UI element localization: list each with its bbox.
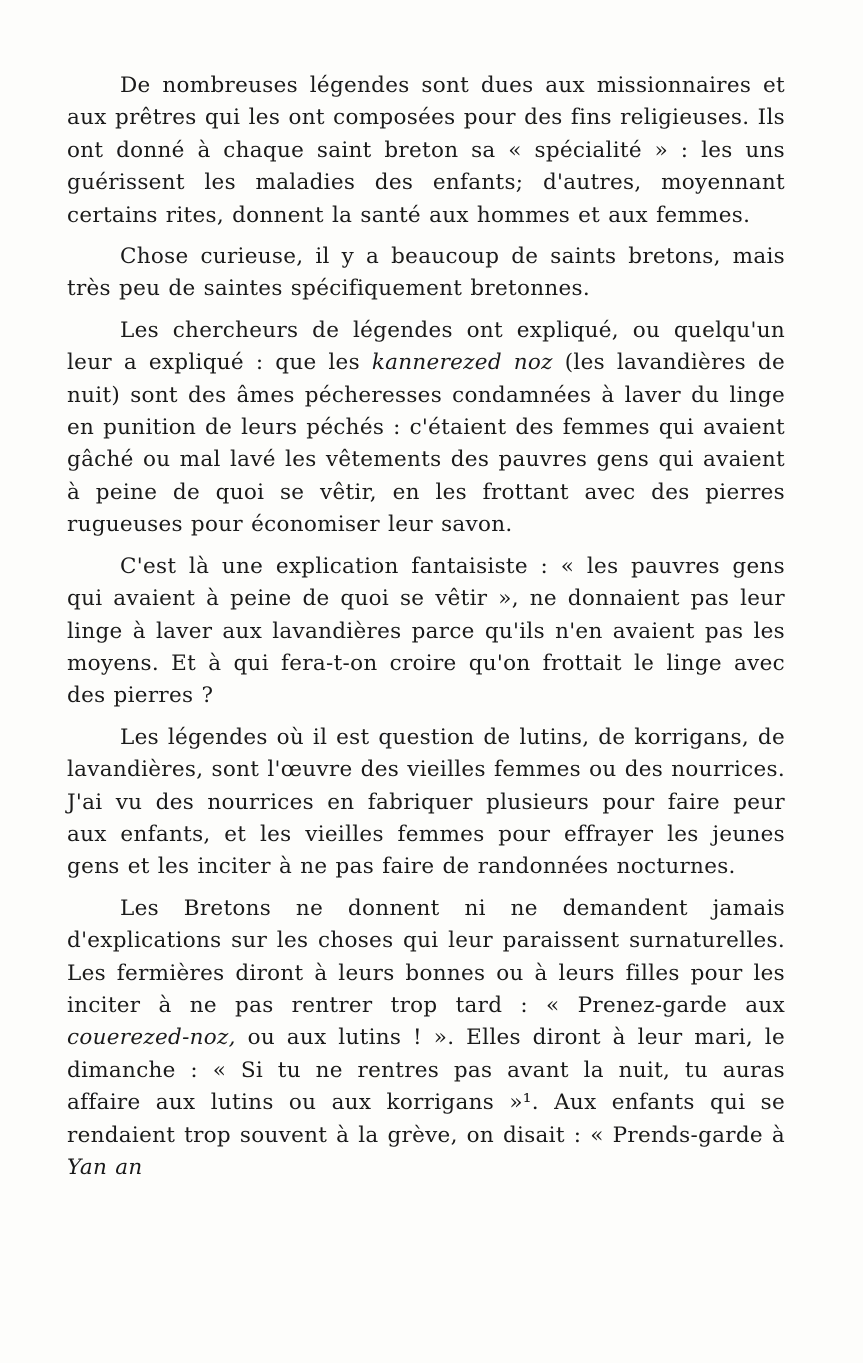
paragraph-3-breton-term: kannerezed noz <box>371 350 553 376</box>
paragraph-2 <box>67 241 785 306</box>
paragraph-4-text: C'est là une explication fantaisiste : « les pauvres gens qui avaient à peine de quoi se vêtir », ne donnaient pas leur linge à laver aux lavandières parce qu'ils n'en avaient pas les moyens. Et à qui fera-t-on croire qu'on frottait le linge avec des pierres ? <box>67 553 785 709</box>
page-text <box>67 70 785 1193</box>
paragraph-1-text: De nombreuses légendes sont dues aux missionnaires et aux prêtres qui les ont composées pour des fins religieuses. Ils ont donné à chaque saint breton sa « spécialité » : les uns guérissent les maladies des enfants; d'autres, moyennant certains rites, donnent la santé aux hommes et aux femmes. <box>67 73 785 228</box>
paragraph-3-text-b: (les lavandières de nuit) sont des âmes pécheresses condamnées à laver du linge en punition de leurs péchés : c'étaient des femmes qui avaient gâché ou mal lavé les vêtements des pauvres gens qui avaient à peine de quoi se vêtir, en les frottant avec des pierres rugueuses pour économiser leur savon. <box>67 350 785 538</box>
paragraph-4 <box>67 551 785 713</box>
paragraph-2-text: Chose curieuse, il y a beaucoup de saints bretons, mais très peu de saintes spécifiquement bretonnes. <box>67 244 785 302</box>
paragraph-6-text-a: Les Bretons ne donnent ni ne demandent jamais d'explications sur les choses qui leur paraissent surnaturelles. Les fermières diront à leurs bonnes ou à leurs filles pour les inciter à ne pas rentrer trop tard : « Prenez-garde aux <box>67 895 785 1018</box>
paragraph-6-name: Yan an <box>67 1155 143 1180</box>
paragraph-1 <box>67 70 785 232</box>
paragraph-6-breton-term: couerezed-noz, <box>67 1025 236 1051</box>
paragraph-3 <box>67 315 785 542</box>
paragraph-6-text-b: ou aux lutins ! ». Elles diront à leur mari, le dimanche : « Si tu ne rentres pas avant la nuit, tu auras affaire aux lutins ou aux korrigans »¹. Aux enfants qui se rendaient trop souvent à la grève, on disait : « Prends-garde à <box>67 1025 785 1148</box>
paragraph-5-text: Les légendes où il est question de lutins, de korrigans, de lavandières, sont l'œuvre des vieilles femmes ou des nourrices. J'ai vu des nourrices en fabriquer plusieurs pour faire peur aux enfants, et les vieilles femmes pour effrayer les jeunes gens et les inciter à ne pas faire de randonnées nocturnes. <box>67 724 785 880</box>
paragraph-3-text-a: Les chercheurs de légendes ont expliqué, ou quelqu'un leur a expliqué : que les <box>67 317 785 376</box>
paragraph-5 <box>67 722 785 884</box>
paragraph-6 <box>67 893 785 1185</box>
